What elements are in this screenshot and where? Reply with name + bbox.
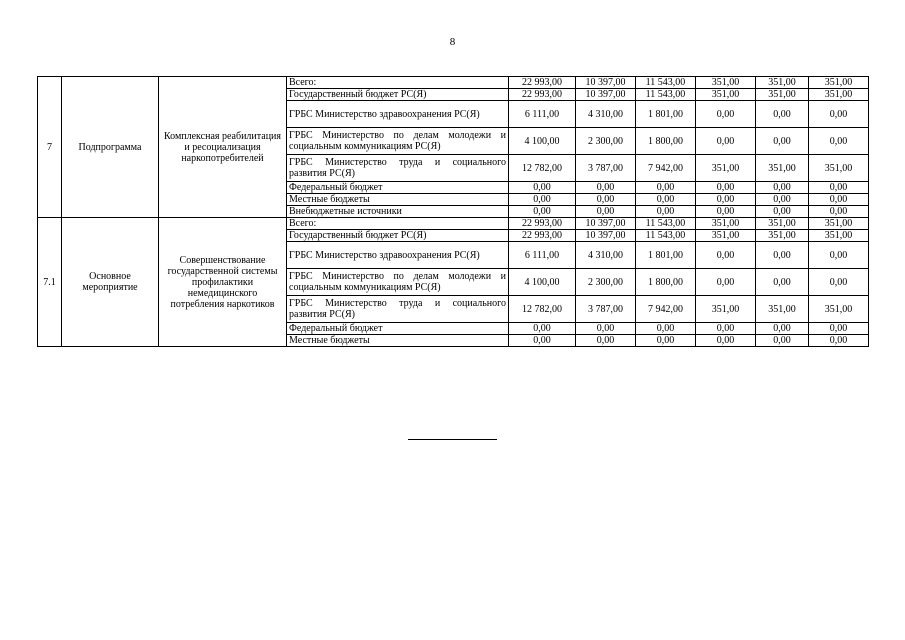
amount-cell: 12 782,00 — [509, 155, 576, 182]
amount-cell: 0,00 — [509, 182, 576, 194]
funding-source: Государственный бюджет РС(Я) — [287, 89, 509, 101]
funding-source: ГРБС Министерство труда и социального развития РС(Я) — [287, 155, 509, 182]
amount-cell: 0,00 — [756, 269, 809, 296]
amount-cell: 11 543,00 — [636, 230, 696, 242]
amount-cell: 0,00 — [636, 206, 696, 218]
amount-cell: 0,00 — [756, 182, 809, 194]
amount-cell: 0,00 — [509, 206, 576, 218]
amount-cell: 0,00 — [809, 128, 869, 155]
section-index: 7.1 — [38, 218, 62, 347]
funding-source: ГРБС Министерство по делам молодежи и социальным коммуникациям РС(Я) — [287, 269, 509, 296]
amount-cell: 22 993,00 — [509, 77, 576, 89]
funding-source: ГРБС Министерство здравоохранения РС(Я) — [287, 101, 509, 128]
amount-cell: 351,00 — [756, 218, 809, 230]
amount-cell: 0,00 — [636, 182, 696, 194]
amount-cell: 0,00 — [756, 206, 809, 218]
amount-cell: 0,00 — [576, 194, 636, 206]
amount-cell: 0,00 — [696, 128, 756, 155]
amount-cell: 351,00 — [756, 77, 809, 89]
amount-cell: 22 993,00 — [509, 230, 576, 242]
table-row — [38, 77, 869, 89]
amount-cell: 0,00 — [809, 182, 869, 194]
section-name: Комплексная реабилитация и ресоциализация наркопотребителей — [159, 77, 287, 218]
amount-cell: 11 543,00 — [636, 218, 696, 230]
amount-cell: 0,00 — [696, 323, 756, 335]
amount-cell: 0,00 — [509, 323, 576, 335]
funding-source: Федеральный бюджет — [287, 323, 509, 335]
amount-cell: 11 543,00 — [636, 89, 696, 101]
amount-cell: 0,00 — [636, 194, 696, 206]
amount-cell: 3 787,00 — [576, 155, 636, 182]
funding-source: Всего: — [287, 218, 509, 230]
funding-source: Всего: — [287, 77, 509, 89]
amount-cell: 1 800,00 — [636, 128, 696, 155]
amount-cell: 351,00 — [809, 230, 869, 242]
funding-source: ГРБС Министерство по делам молодежи и социальным коммуникациям РС(Я) — [287, 128, 509, 155]
amount-cell: 0,00 — [576, 335, 636, 347]
amount-cell: 2 300,00 — [576, 269, 636, 296]
amount-cell: 351,00 — [696, 155, 756, 182]
amount-cell: 0,00 — [696, 242, 756, 269]
amount-cell: 0,00 — [756, 101, 809, 128]
budget-table-body — [38, 77, 869, 347]
amount-cell: 351,00 — [696, 296, 756, 323]
table-row — [38, 218, 869, 230]
amount-cell: 0,00 — [509, 335, 576, 347]
amount-cell: 0,00 — [696, 206, 756, 218]
amount-cell: 0,00 — [696, 335, 756, 347]
section-index: 7 — [38, 77, 62, 218]
section-kind: Основное мероприятие — [62, 218, 159, 347]
amount-cell: 0,00 — [636, 323, 696, 335]
amount-cell: 0,00 — [636, 335, 696, 347]
section-name: Совершенствование государственной системы профилактики немедицинского потребления наркотиков — [159, 218, 287, 347]
amount-cell: 0,00 — [809, 323, 869, 335]
section-kind: Подпрограмма — [62, 77, 159, 218]
amount-cell: 12 782,00 — [509, 296, 576, 323]
amount-cell: 10 397,00 — [576, 77, 636, 89]
amount-cell: 351,00 — [756, 155, 809, 182]
amount-cell: 0,00 — [756, 323, 809, 335]
amount-cell: 6 111,00 — [509, 242, 576, 269]
amount-cell: 11 543,00 — [636, 77, 696, 89]
amount-cell: 0,00 — [509, 194, 576, 206]
amount-cell: 351,00 — [756, 296, 809, 323]
amount-cell: 7 942,00 — [636, 296, 696, 323]
amount-cell: 6 111,00 — [509, 101, 576, 128]
amount-cell: 0,00 — [696, 182, 756, 194]
amount-cell: 2 300,00 — [576, 128, 636, 155]
amount-cell: 0,00 — [696, 194, 756, 206]
amount-cell: 10 397,00 — [576, 230, 636, 242]
amount-cell: 0,00 — [756, 194, 809, 206]
funding-source: Государственный бюджет РС(Я) — [287, 230, 509, 242]
amount-cell: 0,00 — [756, 128, 809, 155]
amount-cell: 4 100,00 — [509, 269, 576, 296]
amount-cell: 3 787,00 — [576, 296, 636, 323]
amount-cell: 0,00 — [756, 335, 809, 347]
amount-cell: 351,00 — [809, 77, 869, 89]
amount-cell: 7 942,00 — [636, 155, 696, 182]
amount-cell: 351,00 — [756, 230, 809, 242]
amount-cell: 351,00 — [809, 89, 869, 101]
footer-separator-line — [408, 439, 497, 440]
amount-cell: 351,00 — [809, 296, 869, 323]
funding-source: ГРБС Министерство труда и социального развития РС(Я) — [287, 296, 509, 323]
amount-cell: 0,00 — [696, 101, 756, 128]
amount-cell: 10 397,00 — [576, 89, 636, 101]
amount-cell: 1 800,00 — [636, 269, 696, 296]
page-number: 8 — [449, 36, 456, 48]
funding-source: ГРБС Министерство здравоохранения РС(Я) — [287, 242, 509, 269]
amount-cell: 351,00 — [696, 218, 756, 230]
amount-cell: 0,00 — [809, 194, 869, 206]
amount-cell: 0,00 — [809, 101, 869, 128]
funding-source: Федеральный бюджет — [287, 182, 509, 194]
amount-cell: 351,00 — [696, 230, 756, 242]
amount-cell: 351,00 — [696, 89, 756, 101]
amount-cell: 351,00 — [809, 155, 869, 182]
amount-cell: 1 801,00 — [636, 242, 696, 269]
amount-cell: 0,00 — [576, 206, 636, 218]
funding-source: Местные бюджеты — [287, 335, 509, 347]
amount-cell: 351,00 — [756, 89, 809, 101]
amount-cell: 0,00 — [576, 323, 636, 335]
amount-cell: 0,00 — [756, 242, 809, 269]
amount-cell: 22 993,00 — [509, 89, 576, 101]
funding-source: Внебюджетные источники — [287, 206, 509, 218]
amount-cell: 0,00 — [809, 242, 869, 269]
amount-cell: 22 993,00 — [509, 218, 576, 230]
amount-cell: 0,00 — [809, 335, 869, 347]
amount-cell: 0,00 — [576, 182, 636, 194]
amount-cell: 4 310,00 — [576, 242, 636, 269]
amount-cell: 0,00 — [809, 206, 869, 218]
budget-table — [37, 76, 869, 347]
amount-cell: 4 100,00 — [509, 128, 576, 155]
amount-cell: 4 310,00 — [576, 101, 636, 128]
amount-cell: 351,00 — [809, 218, 869, 230]
amount-cell: 0,00 — [809, 269, 869, 296]
amount-cell: 10 397,00 — [576, 218, 636, 230]
amount-cell: 1 801,00 — [636, 101, 696, 128]
amount-cell: 0,00 — [696, 269, 756, 296]
funding-source: Местные бюджеты — [287, 194, 509, 206]
amount-cell: 351,00 — [696, 77, 756, 89]
